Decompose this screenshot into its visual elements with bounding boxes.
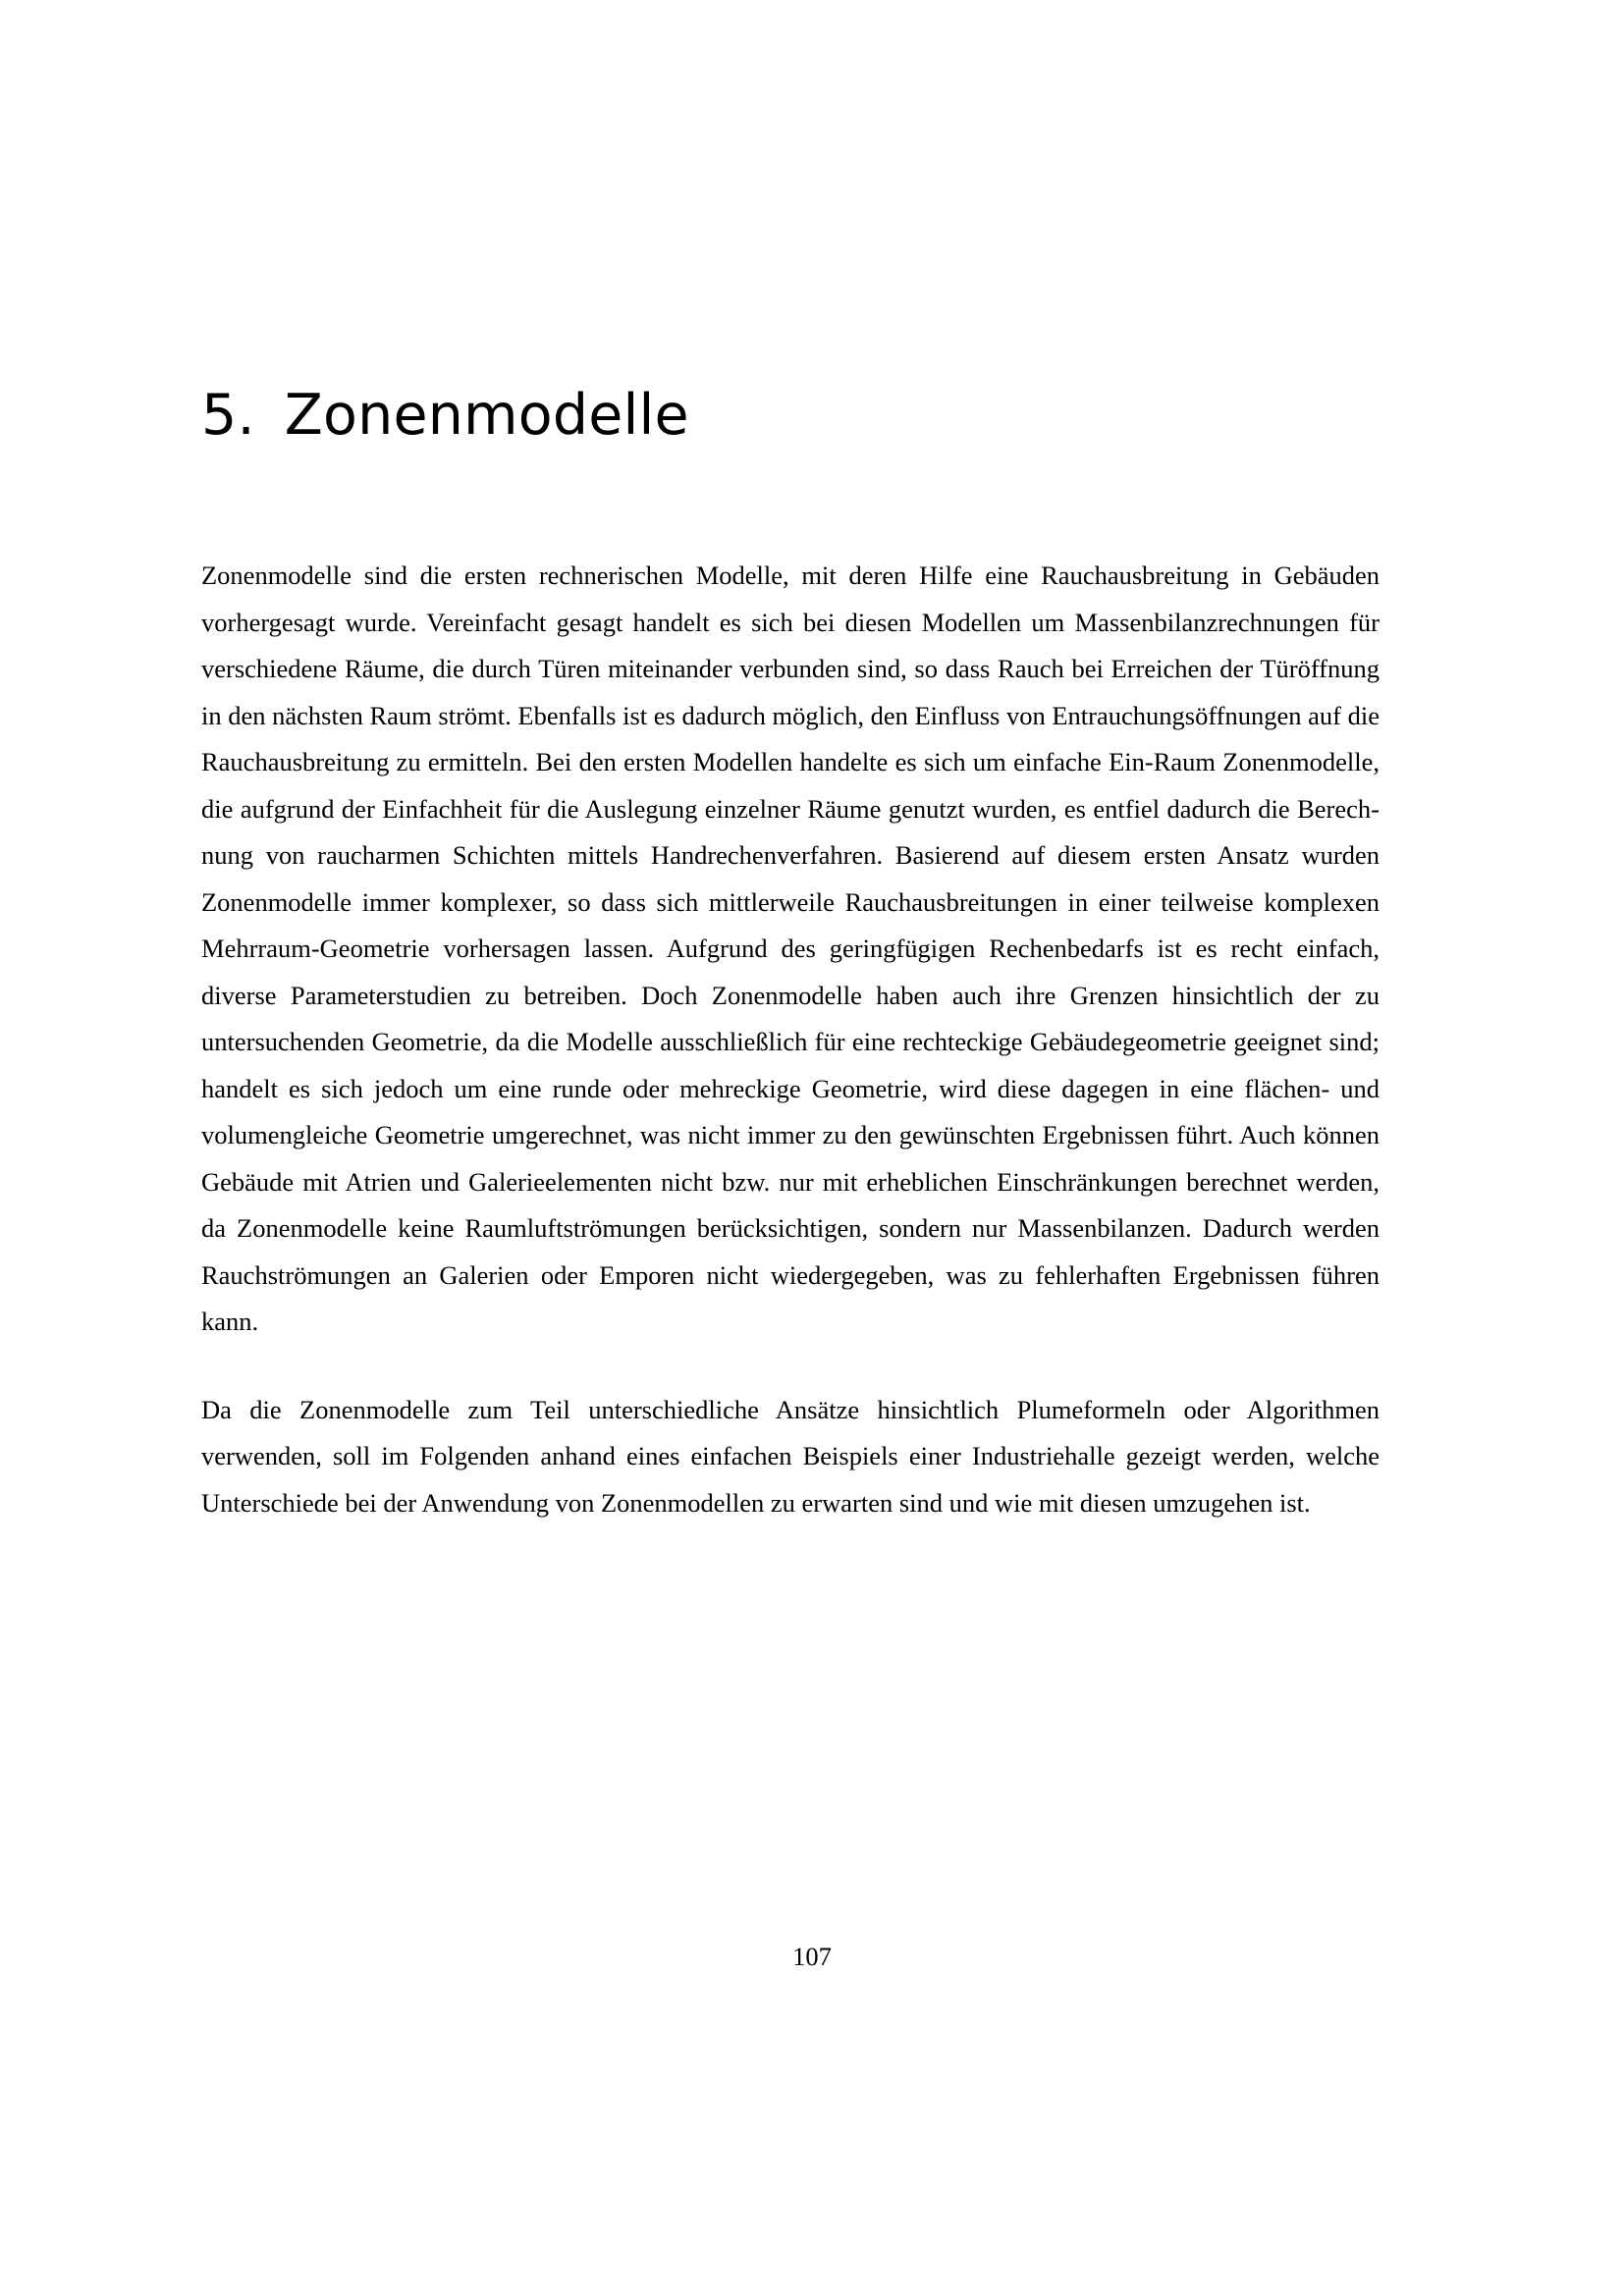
paragraph-1: Zonenmodelle sind die ersten rechnerischen Modelle, mit deren Hilfe eine Rauchausbreitung in Gebäuden vorhergesagt wurde. Vereinfacht gesagt handelt es sich bei diesen Modellen um Massenbilanzrechnungen für verschiedene Räume, die durch Türen miteinander verbunden sind, so dass Rauch bei Erreichen der Türöffnung in den nächsten Raum strömt. Ebenfalls ist es dadurch möglich, den Einfluss von Entrauchungsöffnungen auf die Rauchausbreitung zu ermitteln. Bei den ersten Modellen handelte es sich um einfache Ein-Raum Zonenmodelle, die aufgrund der Einfachheit für die Auslegung einzelner Räume genutzt wurden, es entfiel dadurch die Berechnung von raucharmen Schichten mittels Handrechenverfahren. Basierend auf diesem ersten Ansatz wurden Zonenmodelle immer komplexer, so dass sich mittlerweile Rauchausbreitungen in einer teilweise komplexen Mehrraum-Geometrie vorhersagen lassen. Aufgrund des geringfügigen Rechenbedarfs ist es recht einfach, diverse Parameterstudien zu betreiben. Doch Zonenmodelle haben auch ihre Grenzen hinsichtlich der zu untersuchenden Geometrie, da die Modelle ausschließlich für eine rechteckige Gebäudegeometrie geeignet sind; handelt es sich jedoch um eine runde oder mehreckige Geometrie, wird diese dagegen in eine flächen- und volumengleiche Geometrie umgerechnet, was nicht immer zu den gewünschten Ergebnissen führt. Auch können Gebäude mit Atrien und Galerieelementen nicht bzw. nur mit erheblichen Einschränkungen berechnet werden, da Zonenmodelle keine Raumluftströmungen berücksichtigen, sondern nur Massenbilanzen. Dadurch werden Rauchströmungen an Galerien oder Emporen nicht wiedergegeben, was zu fehlerhaften Ergebnissen führen kann. xyxy=(201,561,1380,1336)
paragraph-2: Da die Zonenmodelle zum Teil unterschiedliche Ansätze hinsichtlich Plumeformeln oder Algorithmen verwenden, soll im Folgenden anhand eines einfachen Beispiels einer Industriehalle gezeigt werden, welche Unterschiede bei der Anwendung von Zonenmodellen zu erwarten sind und wie mit diesen umzugehen ist. xyxy=(201,1394,1380,1518)
page-content xyxy=(201,0,1380,1526)
chapter-heading xyxy=(201,0,1380,448)
chapter-title: Zonenmodelle xyxy=(284,383,689,448)
chapter-number: 5. xyxy=(201,383,255,448)
page-number: 107 xyxy=(792,1942,832,1971)
